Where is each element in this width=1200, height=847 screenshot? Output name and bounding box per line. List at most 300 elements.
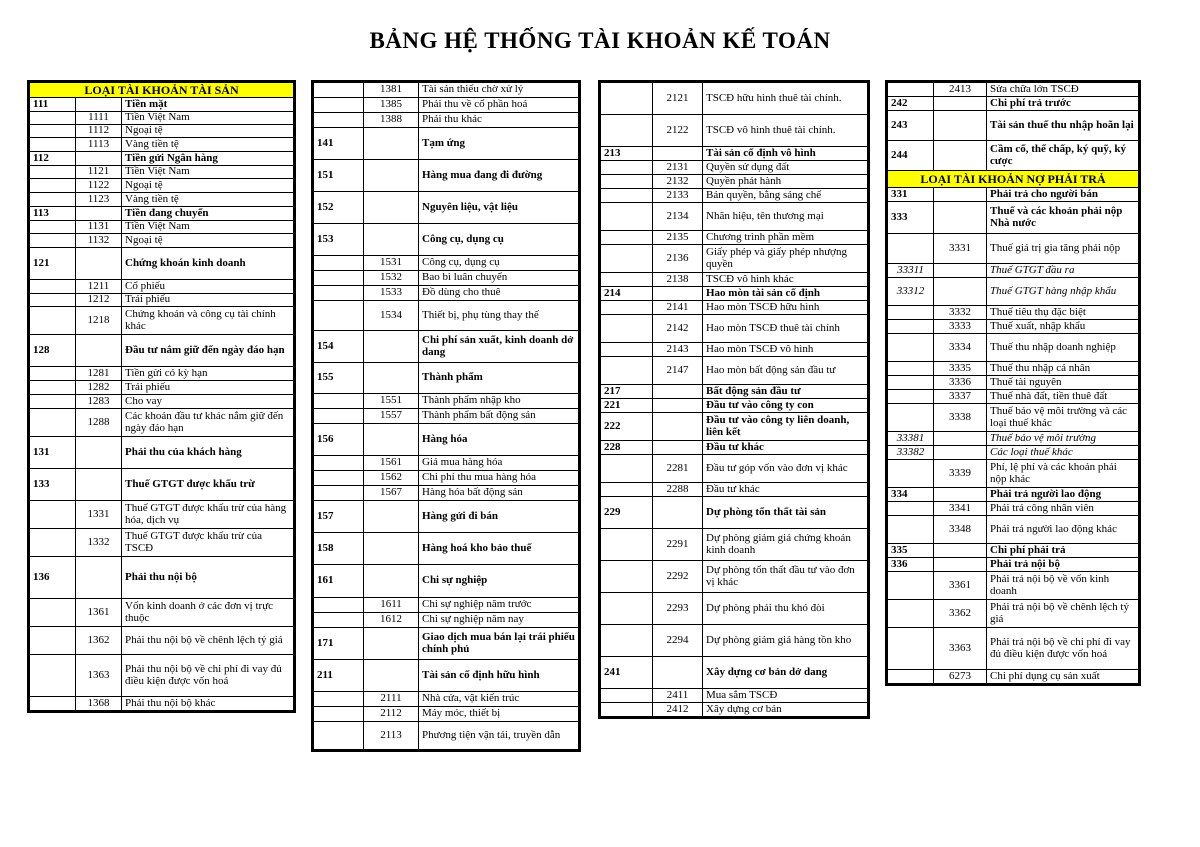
account-level-1 — [888, 404, 934, 432]
account-level-2: 1532 — [364, 271, 419, 286]
account-name: Chương trình phần mềm — [703, 231, 868, 245]
account-name: Thuế tài nguyên — [987, 376, 1139, 390]
account-name: Công cụ, dụng cụ — [419, 224, 579, 256]
table-row — [314, 128, 579, 160]
account-level-2 — [364, 628, 419, 660]
account-level-2: 3331 — [934, 234, 987, 264]
table-row — [601, 245, 868, 273]
table-row — [888, 141, 1139, 171]
account-name: Thuế GTGT đầu ra — [987, 264, 1139, 278]
account-level-2 — [934, 264, 987, 278]
account-level-1 — [601, 455, 653, 483]
account-name: Phải trả nội bộ về chênh lệch tỷ giá — [987, 600, 1139, 628]
table-row — [601, 357, 868, 385]
section-header — [888, 171, 1139, 188]
table-row — [314, 471, 579, 486]
table-row — [314, 286, 579, 301]
table-row — [601, 287, 868, 301]
table-row — [30, 125, 294, 138]
account-level-1 — [601, 593, 653, 625]
account-name: Xây dựng cơ bản dở dang — [703, 657, 868, 689]
account-name: Dự phòng tổn thất tài sản — [703, 497, 868, 529]
account-level-1 — [314, 456, 364, 471]
account-level-2: 2113 — [364, 722, 419, 750]
account-level-1: 111 — [30, 98, 76, 112]
table-row — [601, 301, 868, 315]
table-row — [888, 544, 1139, 558]
account-name: Bất động sản đầu tư — [703, 385, 868, 399]
account-name: Đồ dùng cho thuê — [419, 286, 579, 301]
account-level-2: 1288 — [76, 409, 122, 437]
account-level-1 — [601, 483, 653, 497]
account-level-1 — [30, 294, 76, 307]
account-level-1: 152 — [314, 192, 364, 224]
account-name: Thành phẩm — [419, 363, 579, 394]
account-level-2 — [76, 152, 122, 166]
table-row — [314, 363, 579, 394]
table-row — [601, 689, 868, 703]
table-row — [888, 670, 1139, 684]
account-name: Thuế tiêu thụ đặc biệt — [987, 306, 1139, 320]
account-name: Hao mòn bất động sản đầu tư — [703, 357, 868, 385]
account-level-1: 156 — [314, 424, 364, 456]
account-level-2 — [76, 437, 122, 469]
account-level-1 — [601, 83, 653, 115]
account-level-1 — [888, 320, 934, 334]
account-name: Chứng khoán và công cụ tài chính khác — [122, 307, 294, 335]
account-level-1: 155 — [314, 363, 364, 394]
table-row — [601, 593, 868, 625]
account-name: Thuế xuất, nhập khẩu — [987, 320, 1139, 334]
account-level-1 — [888, 628, 934, 670]
account-level-2 — [364, 224, 419, 256]
account-level-2 — [934, 111, 987, 141]
table-row — [30, 627, 294, 655]
account-level-2: 2132 — [653, 175, 703, 189]
account-level-1 — [30, 179, 76, 193]
account-level-2: 1123 — [76, 193, 122, 207]
table-row — [888, 432, 1139, 446]
account-level-1 — [314, 394, 364, 409]
account-name: Chi phí trả trước — [987, 97, 1139, 111]
table-row — [601, 203, 868, 231]
account-level-2: 3336 — [934, 376, 987, 390]
account-level-2 — [653, 413, 703, 441]
table-row — [314, 628, 579, 660]
account-level-2 — [934, 488, 987, 502]
account-name: Hàng hoá kho bảo thuế — [419, 533, 579, 565]
account-level-2: 1533 — [364, 286, 419, 301]
account-table — [29, 82, 294, 711]
account-level-2 — [364, 363, 419, 394]
account-level-1 — [888, 600, 934, 628]
account-name: Dự phòng giảm giá chứng khoán kinh doanh — [703, 529, 868, 561]
account-level-1 — [601, 175, 653, 189]
account-level-1 — [314, 83, 364, 98]
account-level-2 — [76, 335, 122, 367]
account-level-2 — [364, 501, 419, 533]
account-level-2 — [934, 141, 987, 171]
account-level-1: 33312 — [888, 278, 934, 306]
account-name: Phải trả nội bộ về vốn kinh doanh — [987, 572, 1139, 600]
account-level-1 — [30, 307, 76, 335]
account-name: TSCĐ vô hình khác — [703, 273, 868, 287]
account-name: Thuế và các khoản phải nộp Nhà nước — [987, 202, 1139, 234]
account-name: Thuế thu nhập cá nhân — [987, 362, 1139, 376]
account-name: Hao mòn TSCĐ vô hình — [703, 343, 868, 357]
table-row — [601, 399, 868, 413]
account-level-1: 242 — [888, 97, 934, 111]
account-name: Thuế giá trị gia tăng phải nộp — [987, 234, 1139, 264]
table-row — [601, 189, 868, 203]
table-row — [888, 488, 1139, 502]
account-level-1 — [601, 703, 653, 717]
table-row — [30, 193, 294, 207]
table-row — [314, 598, 579, 613]
account-name: Quyền sử dụng đất — [703, 161, 868, 175]
account-name: Phải trả cho người bán — [987, 188, 1139, 202]
account-level-2 — [364, 533, 419, 565]
account-name: Tạm ứng — [419, 128, 579, 160]
account-level-1 — [30, 221, 76, 234]
account-level-1 — [30, 234, 76, 248]
account-level-1 — [30, 381, 76, 395]
account-level-1 — [601, 161, 653, 175]
account-level-2 — [364, 424, 419, 456]
account-level-1 — [314, 301, 364, 331]
account-level-2: 1212 — [76, 294, 122, 307]
table-row — [30, 335, 294, 367]
account-level-1 — [601, 343, 653, 357]
table-row — [314, 533, 579, 565]
page-title: BẢNG HỆ THỐNG TÀI KHOẢN KẾ TOÁN — [369, 28, 831, 53]
account-level-1 — [601, 561, 653, 593]
account-level-2: 2147 — [653, 357, 703, 385]
account-level-2: 1611 — [364, 598, 419, 613]
account-level-2 — [934, 446, 987, 460]
account-name: Chi sự nghiệp năm trước — [419, 598, 579, 613]
account-level-1 — [888, 572, 934, 600]
account-name: Thuế thu nhập doanh nghiệp — [987, 334, 1139, 362]
account-level-2: 1381 — [364, 83, 419, 98]
account-level-2 — [364, 331, 419, 363]
account-level-1: 244 — [888, 141, 934, 171]
account-name: Trái phiếu — [122, 381, 294, 395]
account-level-1: 211 — [314, 660, 364, 692]
account-level-2 — [934, 544, 987, 558]
account-level-2: 1331 — [76, 501, 122, 529]
account-level-2: 3362 — [934, 600, 987, 628]
account-level-2: 1282 — [76, 381, 122, 395]
account-level-1 — [30, 166, 76, 179]
account-name: Xây dựng cơ bản — [703, 703, 868, 717]
account-name: Phải thu khác — [419, 113, 579, 128]
account-level-1 — [314, 471, 364, 486]
table-row — [888, 600, 1139, 628]
table-row — [888, 320, 1139, 334]
table-row — [30, 179, 294, 193]
table-row — [601, 115, 868, 147]
account-name: Tài sản cố định hữu hình — [419, 660, 579, 692]
account-name: Hàng hóa — [419, 424, 579, 456]
account-level-1 — [888, 502, 934, 516]
table-row — [30, 280, 294, 294]
account-name: Mua sắm TSCĐ — [703, 689, 868, 703]
table-row — [30, 152, 294, 166]
account-level-2: 1211 — [76, 280, 122, 294]
account-name: Phải thu về cổ phần hoá — [419, 98, 579, 113]
account-level-1 — [601, 529, 653, 561]
account-name: Cho vay — [122, 395, 294, 409]
account-table — [313, 82, 579, 750]
account-name: Dự phòng giảm giá hàng tồn kho — [703, 625, 868, 657]
account-level-2: 3337 — [934, 390, 987, 404]
account-level-2: 1111 — [76, 112, 122, 125]
account-level-2: 6273 — [934, 670, 987, 684]
account-level-2: 2133 — [653, 189, 703, 203]
account-name: Tiền Việt Nam — [122, 166, 294, 179]
table-row — [30, 437, 294, 469]
account-level-2: 1112 — [76, 125, 122, 138]
table-row — [314, 224, 579, 256]
account-level-2 — [364, 192, 419, 224]
account-level-1 — [30, 395, 76, 409]
account-level-2 — [76, 469, 122, 501]
account-name: Thành phẩm nhập kho — [419, 394, 579, 409]
account-level-1: 121 — [30, 248, 76, 280]
table-row — [601, 343, 868, 357]
account-name: Đầu tư vào công ty liên doanh, liên kết — [703, 413, 868, 441]
account-level-2: 2291 — [653, 529, 703, 561]
account-name: Ngoại tệ — [122, 179, 294, 193]
account-name: Tiền Việt Nam — [122, 112, 294, 125]
account-name: Phải trả người lao động khác — [987, 516, 1139, 544]
account-level-1: 241 — [601, 657, 653, 689]
account-name: Phải thu nội bộ về chênh lệch tỷ giá — [122, 627, 294, 655]
account-level-1 — [601, 689, 653, 703]
account-name: Bao bì luân chuyển — [419, 271, 579, 286]
account-name: Quyền phát hành — [703, 175, 868, 189]
account-level-2 — [76, 248, 122, 280]
table-row — [30, 248, 294, 280]
table-row — [888, 376, 1139, 390]
account-level-2: 1557 — [364, 409, 419, 424]
account-name: Các khoản đầu tư khác nắm giữ đến ngày đáo hạn — [122, 409, 294, 437]
account-level-2 — [364, 660, 419, 692]
table-row — [601, 561, 868, 593]
account-level-2 — [364, 128, 419, 160]
account-level-1 — [601, 189, 653, 203]
table-row — [30, 469, 294, 501]
account-name: Phí, lệ phí và các khoản phải nộp khác — [987, 460, 1139, 488]
table-row — [601, 83, 868, 115]
account-name: Tài sản thiếu chờ xử lý — [419, 83, 579, 98]
table-row — [314, 192, 579, 224]
account-level-2: 1562 — [364, 471, 419, 486]
account-level-1 — [314, 256, 364, 271]
account-name: Máy móc, thiết bị — [419, 707, 579, 722]
account-name: Thuế GTGT hàng nhập khẩu — [987, 278, 1139, 306]
account-level-2: 2131 — [653, 161, 703, 175]
account-level-2: 1131 — [76, 221, 122, 234]
account-level-1 — [30, 529, 76, 557]
account-level-1: 33381 — [888, 432, 934, 446]
account-level-1 — [30, 627, 76, 655]
table-row — [888, 306, 1139, 320]
account-level-2: 1332 — [76, 529, 122, 557]
account-level-1 — [601, 301, 653, 315]
account-name: TSCĐ vô hình thuê tài chính. — [703, 115, 868, 147]
account-level-1 — [314, 271, 364, 286]
table-row — [601, 175, 868, 189]
account-level-2: 1388 — [364, 113, 419, 128]
account-name: Chứng khoán kinh doanh — [122, 248, 294, 280]
table-row — [601, 385, 868, 399]
account-level-2: 2136 — [653, 245, 703, 273]
account-level-1: 113 — [30, 207, 76, 221]
account-level-2: 2138 — [653, 273, 703, 287]
account-name: Giấy phép và giấy phép nhượng quyền — [703, 245, 868, 273]
account-level-2 — [76, 557, 122, 599]
account-name: Phải trả nội bộ — [987, 558, 1139, 572]
account-level-1: 33311 — [888, 264, 934, 278]
account-level-1: 221 — [601, 399, 653, 413]
account-level-2: 3361 — [934, 572, 987, 600]
account-name: Tiền Việt Nam — [122, 221, 294, 234]
account-level-2 — [653, 385, 703, 399]
account-level-2: 2111 — [364, 692, 419, 707]
account-level-1: 331 — [888, 188, 934, 202]
account-level-1: 131 — [30, 437, 76, 469]
account-level-2: 3332 — [934, 306, 987, 320]
account-name: Ngoại tệ — [122, 234, 294, 248]
account-name: Thành phẩm bất động sản — [419, 409, 579, 424]
account-level-2: 1362 — [76, 627, 122, 655]
account-level-2: 3341 — [934, 502, 987, 516]
account-level-1 — [601, 625, 653, 657]
account-level-2: 1561 — [364, 456, 419, 471]
account-name: Phải trả nội bộ về chi phí đi vay đủ điều kiện được vốn hoá — [987, 628, 1139, 670]
account-column-3 — [598, 80, 870, 719]
table-row — [314, 113, 579, 128]
account-level-2: 2413 — [934, 83, 987, 97]
table-row — [30, 294, 294, 307]
account-level-1: 33382 — [888, 446, 934, 460]
account-level-2 — [364, 565, 419, 598]
account-name: Nguyên liệu, vật liệu — [419, 192, 579, 224]
table-row — [30, 529, 294, 557]
account-name: Ngoại tệ — [122, 125, 294, 138]
account-level-1: 229 — [601, 497, 653, 529]
account-level-2 — [934, 202, 987, 234]
table-row — [601, 625, 868, 657]
account-name: Thuế bảo vệ môi trường và các loại thuế khác — [987, 404, 1139, 432]
table-row — [30, 557, 294, 599]
account-level-2 — [934, 432, 987, 446]
table-row — [314, 256, 579, 271]
account-name: Giao dịch mua bán lại trái phiếu chính phủ — [419, 628, 579, 660]
account-name: Thuế GTGT được khấu trừ của hàng hóa, dịch vụ — [122, 501, 294, 529]
account-level-2 — [653, 287, 703, 301]
table-row — [314, 394, 579, 409]
table-row — [601, 497, 868, 529]
account-level-1 — [888, 306, 934, 320]
table-row — [888, 460, 1139, 488]
table-row — [30, 112, 294, 125]
account-level-1 — [30, 367, 76, 381]
table-row — [888, 404, 1139, 432]
account-level-1: 112 — [30, 152, 76, 166]
account-level-2: 2412 — [653, 703, 703, 717]
account-level-2: 2143 — [653, 343, 703, 357]
account-level-1: 153 — [314, 224, 364, 256]
account-level-1 — [314, 722, 364, 750]
account-level-2: 1612 — [364, 613, 419, 628]
section-header — [30, 83, 294, 98]
account-level-2: 1113 — [76, 138, 122, 152]
account-level-2: 2294 — [653, 625, 703, 657]
table-row — [30, 221, 294, 234]
account-level-1: 334 — [888, 488, 934, 502]
table-row — [601, 441, 868, 455]
account-name: Vàng tiền tệ — [122, 138, 294, 152]
table-row — [30, 697, 294, 711]
account-level-2: 2121 — [653, 83, 703, 115]
account-level-2: 1551 — [364, 394, 419, 409]
account-level-2: 2411 — [653, 689, 703, 703]
account-name: Các loại thuế khác — [987, 446, 1139, 460]
table-row — [30, 207, 294, 221]
account-level-1: 171 — [314, 628, 364, 660]
table-row — [601, 231, 868, 245]
table-row — [314, 456, 579, 471]
account-name: Phải trả công nhân viên — [987, 502, 1139, 516]
table-row — [30, 98, 294, 112]
table-row — [888, 558, 1139, 572]
account-table — [600, 82, 868, 717]
table-row — [314, 331, 579, 363]
account-name: Dự phòng tổn thất đầu tư vào đơn vị khác — [703, 561, 868, 593]
account-name: Chi phí dụng cụ sản xuất — [987, 670, 1139, 684]
account-level-1 — [601, 273, 653, 287]
account-level-2: 2281 — [653, 455, 703, 483]
account-level-2: 1368 — [76, 697, 122, 711]
account-level-1 — [888, 83, 934, 97]
table-row — [888, 202, 1139, 234]
table-row — [314, 301, 579, 331]
table-row — [601, 657, 868, 689]
table-row — [30, 307, 294, 335]
account-level-1: 141 — [314, 128, 364, 160]
table-row — [888, 628, 1139, 670]
account-name: Chi sự nghiệp năm nay — [419, 613, 579, 628]
account-name: Đầu tư khác — [703, 441, 868, 455]
table-row — [601, 147, 868, 161]
account-name: Trái phiếu — [122, 294, 294, 307]
table-row — [601, 161, 868, 175]
account-level-1 — [30, 409, 76, 437]
table-row — [314, 98, 579, 113]
account-level-1: 214 — [601, 287, 653, 301]
account-level-1: 213 — [601, 147, 653, 161]
account-column-2 — [311, 80, 581, 752]
account-level-2: 1567 — [364, 486, 419, 501]
account-name: Nhãn hiệu, tên thương mại — [703, 203, 868, 231]
table-row — [888, 362, 1139, 376]
table-row — [888, 97, 1139, 111]
table-row — [314, 692, 579, 707]
account-level-1 — [314, 113, 364, 128]
